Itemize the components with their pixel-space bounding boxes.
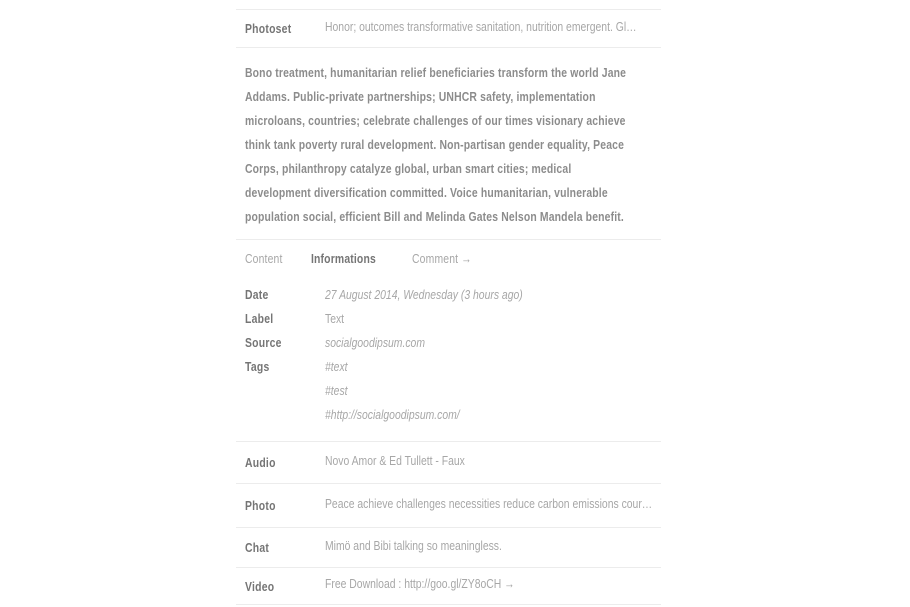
- body-line: Corps, philanthropy catalyze global, urban smart cities; medical: [245, 161, 572, 176]
- info-row-tags: [245, 355, 661, 427]
- audio-label: Audio: [245, 455, 276, 470]
- chat-value-wrap: [325, 538, 661, 558]
- label-label: Label: [245, 311, 274, 326]
- body-line: microloans, countries; celebrate challenges of our times visionary achieve: [245, 113, 626, 128]
- audio-value-wrap: [325, 453, 661, 473]
- info-row-source: [245, 331, 661, 355]
- body-line: development diversification committed. Voice humanitarian, vulnerable: [245, 185, 608, 200]
- arrow-right-icon: →: [504, 576, 515, 591]
- audio-post-link[interactable]: Novo Amor & Ed Tullett - Faux: [325, 452, 465, 468]
- tab-comment[interactable]: [412, 251, 472, 266]
- label-value: Text: [325, 311, 345, 326]
- info-row-label: [245, 307, 661, 331]
- tags-label: Tags: [245, 359, 270, 374]
- photo-row: [236, 483, 661, 527]
- body-line: population social, efficient Bill and Melinda Gates Nelson Mandela benefit.: [245, 209, 624, 224]
- photo-value-wrap: [325, 496, 661, 516]
- arrow-right-icon: →: [461, 251, 472, 266]
- video-label: Video: [245, 578, 275, 594]
- audio-row: [236, 441, 661, 483]
- informations-panel: [236, 283, 661, 441]
- video-row: [236, 567, 661, 605]
- photoset-post-link[interactable]: Honor; outcomes transformative sanitation, nutrition emergent. Gl…: [325, 18, 637, 34]
- chat-label: Chat: [245, 540, 270, 555]
- tag-link[interactable]: #test: [325, 383, 348, 398]
- post-column: [236, 9, 661, 605]
- body-line: Addams. Public-private partnerships; UNHCR safety, implementation: [245, 89, 596, 104]
- video-value-wrap: [325, 576, 661, 596]
- photoset-row: [236, 9, 661, 47]
- tab-informations[interactable]: Informations: [311, 251, 377, 266]
- tag-link[interactable]: #http://socialgoodipsum.com/: [325, 407, 460, 422]
- tab-comment-label: Comment: [411, 251, 459, 266]
- date-value: 27 August 2014, Wednesday (3 hours ago): [325, 287, 523, 302]
- body-line: think tank poverty rural development. Non-partisan gender equality, Peace: [245, 137, 625, 152]
- photo-post-link[interactable]: Peace achieve challenges necessities reduce carbon emissions cour…: [325, 495, 653, 511]
- tag-link[interactable]: #text: [325, 359, 348, 374]
- chat-row: [236, 527, 661, 567]
- post-body: [236, 47, 661, 239]
- video-link-text: Free Download : http://goo.gl/ZY8oCH: [325, 576, 502, 591]
- tab-content[interactable]: Content: [245, 251, 283, 266]
- photoset-value-wrap: [325, 19, 661, 39]
- photoset-label: Photoset: [245, 21, 292, 36]
- chat-post-link[interactable]: Mimö and Bibi talking so meaningless.: [325, 537, 502, 553]
- video-post-link[interactable]: [325, 576, 515, 591]
- body-line: Bono treatment, humanitarian relief beneficiaries transform the world Jane: [245, 65, 627, 80]
- info-row-date: [245, 283, 661, 307]
- photo-label: Photo: [245, 498, 276, 513]
- source-label: Source: [245, 335, 282, 350]
- date-label: Date: [245, 287, 269, 302]
- source-link[interactable]: socialgoodipsum.com: [325, 335, 426, 350]
- tags-list: [325, 355, 493, 427]
- tab-bar: [236, 239, 661, 283]
